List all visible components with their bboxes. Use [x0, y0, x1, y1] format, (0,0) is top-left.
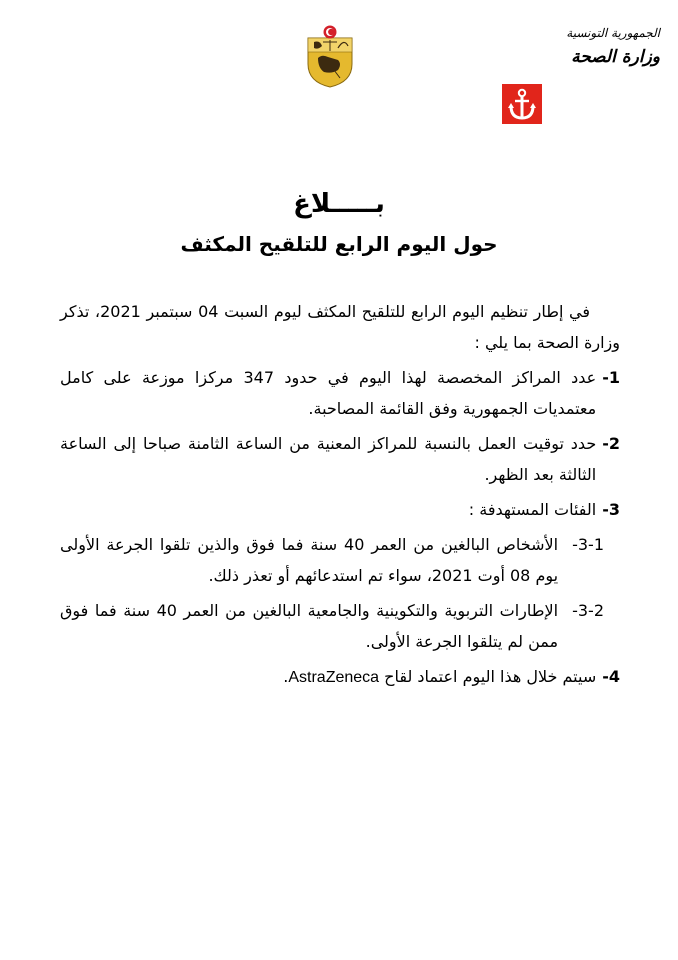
- list-item: [60, 494, 620, 525]
- item-number: 2-: [602, 434, 620, 453]
- item-text: عدد المراكز المخصصة لهذا اليوم في حدود 347 مركزا موزعة على كامل معتمديات الجمهورية وفق القائمة المصاحبة.: [60, 368, 597, 418]
- ministry-health-logo-icon: [502, 84, 542, 124]
- tunisia-coat-of-arms-icon: [304, 24, 356, 88]
- subitem-number: 3-2-: [572, 601, 604, 620]
- sub-list-item: [60, 595, 620, 657]
- announcement-title: بـــــلاغ: [293, 189, 385, 219]
- announcement-body: [60, 296, 620, 693]
- sub-list-item: [60, 529, 620, 591]
- list-item: [60, 362, 620, 424]
- item-number: 4-: [602, 667, 620, 686]
- announcement-subtitle: حول اليوم الرابع للتلقيح المكثف: [180, 232, 498, 256]
- intro-paragraph: في إطار تنظيم اليوم الرابع للتلقيح المكثف ليوم السبت 04 سبتمبر 2021، تذكر وزارة الصحة بما يلي :: [60, 302, 620, 352]
- item-text: حدد توقيت العمل بالنسبة للمراكز المعنية من الساعة الثامنة صباحا إلى الساعة الثالثة بعد الظهر.: [60, 434, 597, 484]
- list-item: [60, 428, 620, 490]
- ministry-name: وزارة الصحة: [571, 47, 660, 67]
- item-number: 1-: [602, 368, 620, 387]
- ministry-header: [530, 24, 660, 68]
- subitem-text: الإطارات التربوية والتكوينية والجامعية البالغين من العمر 40 سنة فما فوق ممن لم يتلقوا الجرعة الأولى.: [60, 601, 559, 651]
- item-text: الفئات المستهدفة :: [468, 500, 597, 519]
- republic-name: الجمهورية التونسية: [566, 26, 660, 40]
- subitem-number: 3-1-: [572, 535, 604, 554]
- subitem-text: الأشخاص البالغين من العمر 40 سنة فما فوق والذين تلقوا الجرعة الأولى يوم 08 أوت 2021، سواء تم استدعائهم أو تعذر ذلك.: [60, 535, 559, 585]
- item-number: 3-: [602, 500, 620, 519]
- vaccine-sentence: سيتم خلال هذا اليوم اعتماد لقاح: [384, 667, 597, 686]
- vaccine-name: AstraZeneca: [288, 669, 380, 686]
- item-text: سيتم خلال هذا اليوم اعتماد لقاح AstraZeneca.: [283, 667, 597, 686]
- list-item: [60, 661, 620, 693]
